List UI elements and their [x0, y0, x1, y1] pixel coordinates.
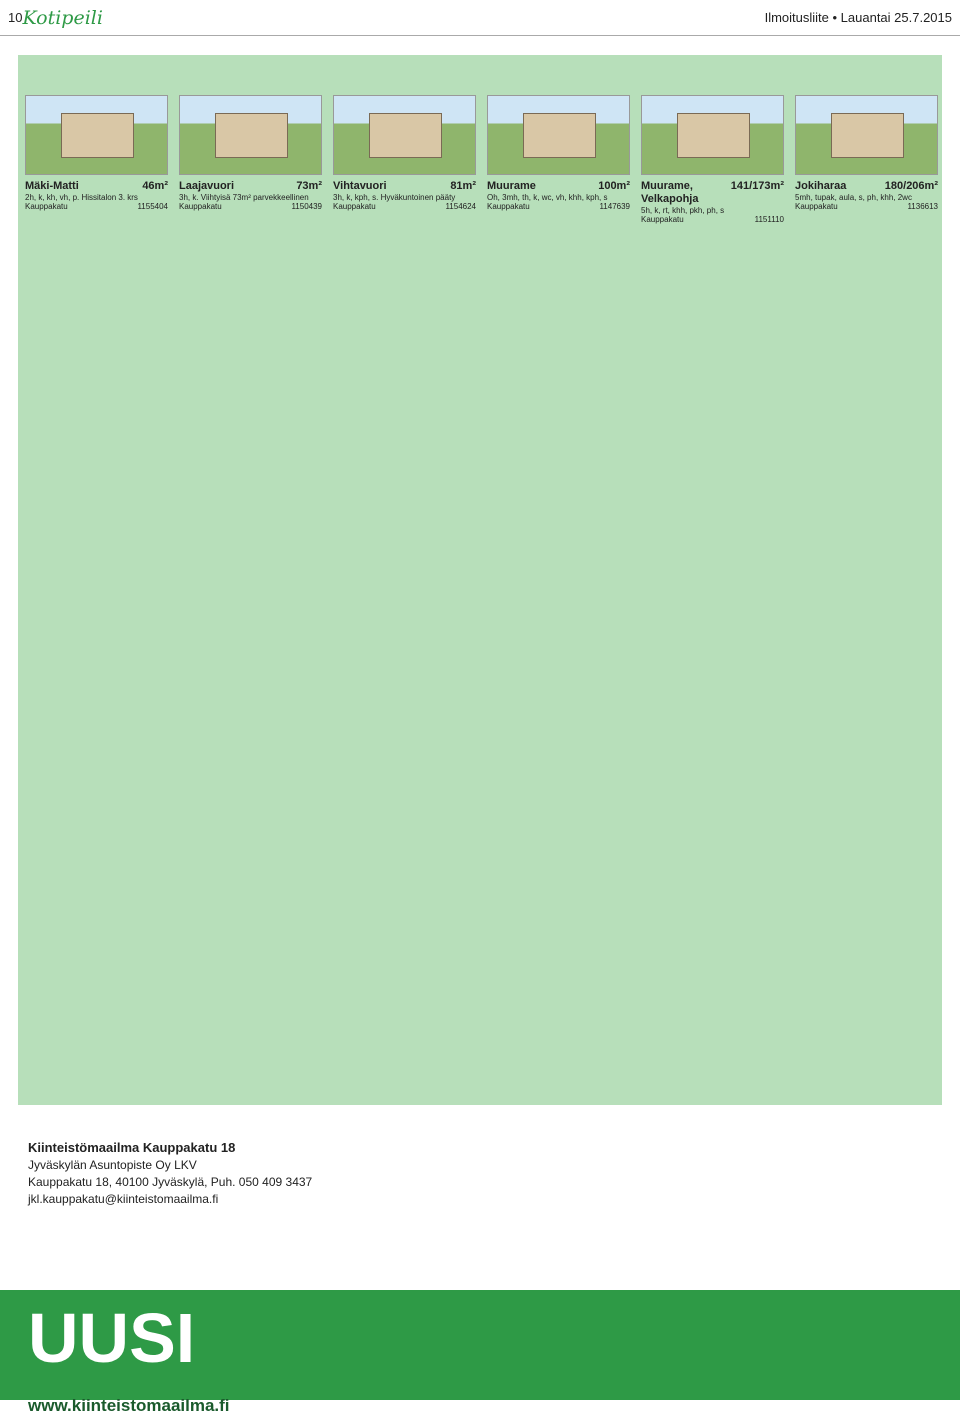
listing-photo [487, 95, 630, 175]
listing-photo [25, 95, 168, 175]
listing-street: Kauppakatu [487, 202, 530, 211]
listing-name: Mäki-Matti [25, 180, 79, 192]
listing-area: 81m² [450, 180, 476, 192]
listing-photo [179, 95, 322, 175]
listing-area: 46m² [142, 180, 168, 192]
listing-item [179, 180, 322, 211]
website-url[interactable]: www.kiinteistomaailma.fi [28, 1396, 230, 1415]
listing-street: Kauppakatu [641, 215, 684, 224]
listing-desc: 3h, k. Viihtyisä 73m² parvekkeellinen [179, 193, 309, 202]
listing-area: 180/206m² [884, 180, 938, 192]
listing-id: 1151110 [754, 215, 784, 224]
listing-item [641, 180, 784, 224]
footer-address: Kauppakatu 18, 40100 Jyväskylä, Puh. 050 409 3437 [28, 1175, 313, 1189]
listing-name: Muurame, Velkapohja [641, 180, 699, 205]
listing-name: Vihtavuori [333, 180, 387, 192]
listing-item [333, 180, 476, 211]
listing-area: 73m² [296, 180, 322, 192]
listing-id: 1150439 [291, 202, 322, 211]
footer-title: Kiinteistömaailma Kauppakatu 18 [28, 1140, 236, 1155]
listing-photo [795, 95, 938, 175]
listing-id: 1155404 [137, 202, 168, 211]
footer-email[interactable]: jkl.kauppakatu@kiinteistomaailma.fi [28, 1192, 219, 1206]
page-number: 10 [8, 10, 23, 25]
listing-item [487, 180, 630, 211]
footer-office: Jyväskylän Asuntopiste Oy LKV [28, 1158, 197, 1172]
listing-item [25, 180, 168, 211]
logo: Kotipeili [22, 6, 103, 29]
listing-area: 100m² [598, 180, 630, 192]
listing-id: 1136613 [907, 202, 938, 211]
page-header [0, 0, 960, 36]
listing-area [18, 55, 942, 1105]
listing-photo [333, 95, 476, 175]
listing-name: Jokiharaa [795, 180, 847, 192]
issue-date: Ilmoitusliite • Lauantai 25.7.2015 [764, 10, 952, 25]
listing-id: 1147639 [599, 202, 630, 211]
listing-street: Kauppakatu [795, 202, 838, 211]
listing-desc: 2h, k, kh, vh, p. Hissitalon 3. krs [25, 193, 138, 202]
listing-item [795, 180, 938, 211]
listing-photo [641, 95, 784, 175]
listing-desc: Oh, 3mh, th, k, wc, vh, khh, kph, s [487, 193, 608, 202]
listing-id: 1154624 [445, 202, 476, 211]
listing-name: Muurame [487, 180, 536, 192]
listing-desc: 5mh, tupak, aula, s, ph, khh, 2wc [795, 193, 912, 202]
listing-name: Laajavuori [179, 180, 235, 192]
listing-area: 141/173m² [730, 180, 784, 192]
uusi-title: UUSI [28, 1299, 196, 1377]
uusi-banner [0, 1290, 960, 1400]
listing-street: Kauppakatu [179, 202, 222, 211]
listing-desc: 3h, k, kph, s. Hyväkuntoinen pääty [333, 193, 456, 202]
listing-desc: 5h, k, rt, khh, pkh, ph, s [641, 206, 725, 215]
listing-street: Kauppakatu [25, 202, 68, 211]
listing-street: Kauppakatu [333, 202, 376, 211]
